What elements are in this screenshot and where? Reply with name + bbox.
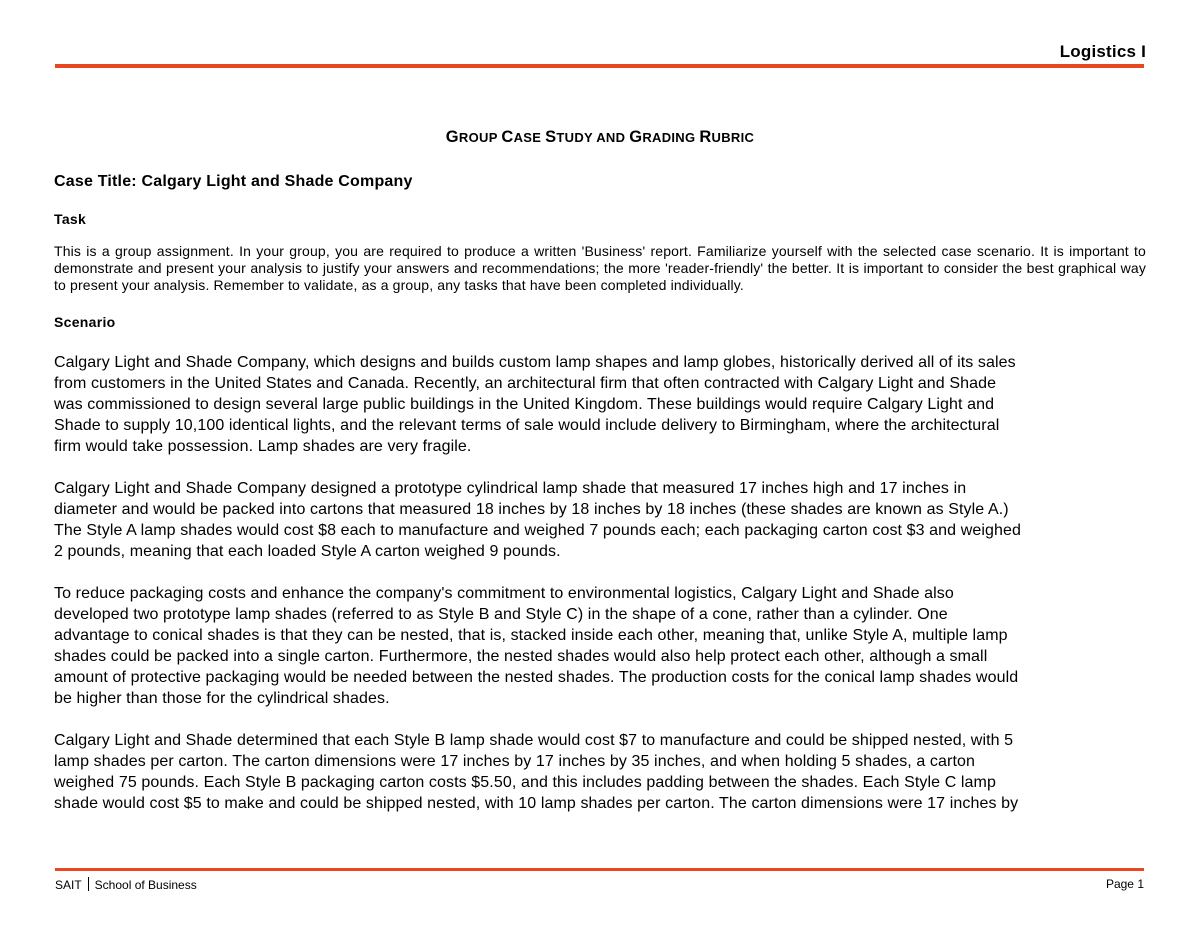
text-line: Calgary Light and Shade determined that each Style B lamp shade would cost $7 to manufacture and could be shipped nested, with 5 bbox=[54, 732, 1014, 749]
document-body bbox=[54, 128, 1146, 835]
page-number: Page 1 bbox=[1105, 877, 1144, 891]
title-word: GRADING bbox=[629, 128, 700, 146]
text-line: was commissioned to design several large public buildings in the United Kingdom. These buildings would require Calgary Light and bbox=[54, 396, 995, 413]
footer-left bbox=[55, 877, 197, 892]
scenario-paragraph bbox=[54, 352, 1146, 457]
text-line: diameter and would be packed into cartons that measured 18 inches by 18 inches by 18 inches (these shades are known as Style A.) bbox=[54, 501, 1009, 518]
text-line: be higher than those for the cylindrical shades. bbox=[54, 690, 390, 707]
scenario-paragraph bbox=[54, 478, 1146, 562]
footer-separator bbox=[88, 877, 89, 891]
text-line: The Style A lamp shades would cost $8 each to manufacture and weighed 7 pounds each; each packaging carton cost $3 and weighed bbox=[54, 522, 1022, 539]
header-rule bbox=[55, 64, 1144, 68]
header-title: Logistics I bbox=[1059, 42, 1146, 61]
scenario-paragraph bbox=[54, 730, 1146, 814]
footer-rule bbox=[55, 868, 1144, 871]
text-line: advantage to conical shades is that they can be nested, that is, stacked inside each other, meaning that, unlike Style A, multiple lamp bbox=[54, 627, 1008, 644]
text-line: To reduce packaging costs and enhance the company's commitment to environmental logistics, Calgary Light and Shade also bbox=[54, 585, 954, 602]
text-line: Shade to supply 10,100 identical lights, and the relevant terms of sale would include delivery to Birmingham, where the architectural bbox=[54, 417, 1000, 434]
text-line: developed two prototype lamp shades (referred to as Style B and Style C) in the shape of a cone, rather than a cylinder. One bbox=[54, 606, 948, 623]
document-title bbox=[54, 128, 1146, 147]
text-line: 2 pounds, meaning that each loaded Style A carton weighed 9 pounds. bbox=[54, 543, 561, 560]
text-line: shades could be packed into a single carton. Furthermore, the nested shades would also help protect each other, although a small bbox=[54, 648, 988, 665]
title-word: RUBRIC bbox=[699, 128, 755, 146]
task-heading: Task bbox=[54, 211, 87, 227]
text-line: amount of protective packaging would be needed between the nested shades. The production costs for the conical lamp shades would bbox=[54, 669, 1019, 686]
task-paragraph: This is a group assignment. In your group, you are required to produce a written 'Business' report. Familiarize yourself with the selected case scenario. It is important to demonstrate and present your analysis to justify your answers and recommendations; the more 'reader-friendly' the better. It is important to consider the best graphical way to present your analysis. Remember to validate, as a group, any tasks that have been completed individually. bbox=[54, 243, 1146, 293]
footer-institution: SAIT bbox=[55, 878, 82, 892]
scenario-paragraph bbox=[54, 583, 1146, 709]
title-word: CASE bbox=[501, 128, 546, 146]
scenario-heading: Scenario bbox=[54, 314, 116, 330]
text-line: firm would take possession. Lamp shades are very fragile. bbox=[54, 438, 472, 455]
case-title: Case Title: Calgary Light and Shade Company bbox=[54, 173, 413, 190]
title-word: GROUP bbox=[445, 128, 502, 146]
text-line: Calgary Light and Shade Company designed a prototype cylindrical lamp shade that measured 17 inches high and 17 inches in bbox=[54, 480, 967, 497]
text-line: lamp shades per carton. The carton dimensions were 17 inches by 17 inches by 35 inches, and when holding 5 shades, a carton bbox=[54, 753, 976, 770]
text-line: shade would cost $5 to make and could be shipped nested, with 10 lamp shades per carton. The carton dimensions were 17 inches by bbox=[54, 795, 1019, 812]
text-line: Calgary Light and Shade Company, which designs and builds custom lamp shapes and lamp globes, historically derived all of its sales bbox=[54, 354, 1016, 371]
title-word: STUDY AND bbox=[545, 128, 630, 146]
text-line: weighed 75 pounds. Each Style B packaging carton costs $5.50, and this includes padding between the shades. Each Style C lamp bbox=[54, 774, 996, 791]
text-line: from customers in the United States and Canada. Recently, an architectural firm that often contracted with Calgary Light and Shade bbox=[54, 375, 997, 392]
footer-school: School of Business bbox=[94, 878, 197, 892]
